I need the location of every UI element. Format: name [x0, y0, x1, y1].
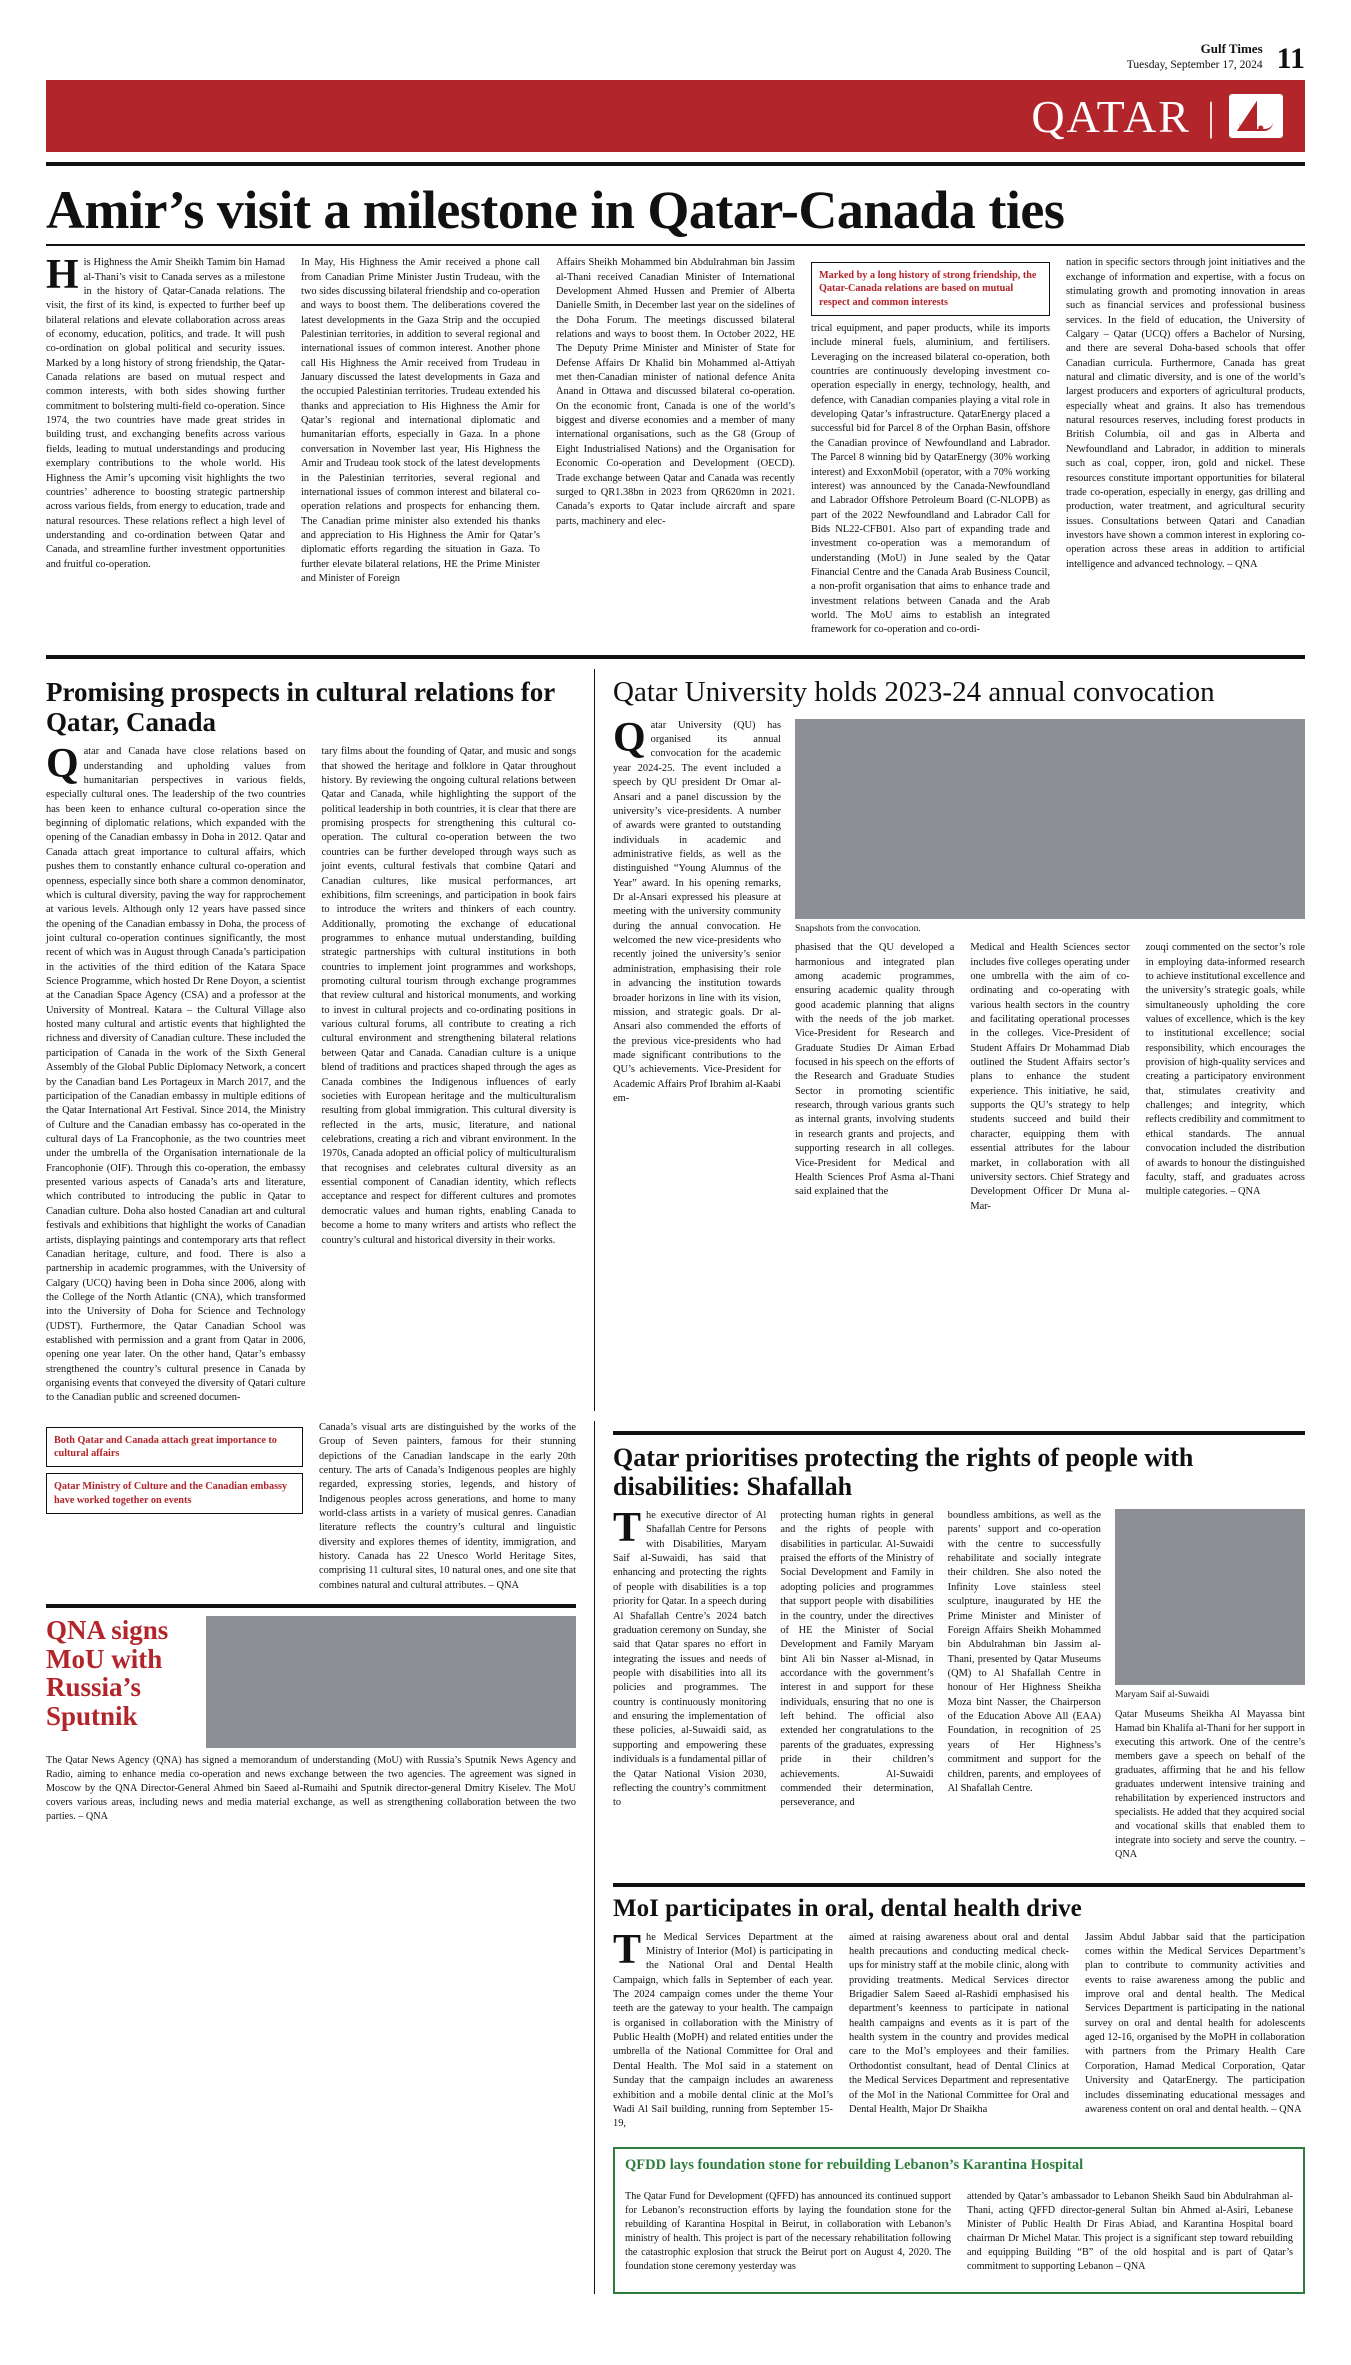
qna-box-rule	[46, 1604, 576, 1608]
lead-col-5: nation in specific sectors through joint initiatives and the exchange of information and expertise, with a focus on stimulating growth and promoting innovation in areas such as financial services and professional business services. In the field of education, the University of Calgary – Qatar (UCQ) offers a Bachelor of Nursing, and there are several Doha-based schools that offer Canadian curricula. Furthermore, Canada has great natural and climatic diversity, and is one of the world’s largest producers and exporters of agricultural products, especially wheat and grains. It also has tremendous natural resources reserves, including forest products in British Columbia, oil and gas in Alberta and Newfoundland and Labrador, in addition to minerals such as coal, copper, iron, gold and nickel. These resources constitute important opportunities for bilateral trade co-operation, especially in energy, gas drilling and production, water treatment, and agricultural security issues. Consultations between Qatari and Canadian investors have shown a common interest in exploring co-operation across these areas in addition to artificial intelligence and advanced technology. – QNA	[1066, 257, 1305, 570]
shafallah-title: Qatar prioritises protecting the rights of people with disabilities: Shafallah	[613, 1442, 1194, 1501]
lead-headline: Amir’s visit a milestone in Qatar-Canada ties	[46, 180, 1065, 240]
convocation-col-1: Qatar University (QU) has organised its annual convocation for the academic year 2024-25. The event included a speech by QU president Dr Omar al-Ansari and a panel discussion by the university’s vice-presidents. A number of awards were granted to outstanding individuals in academic and administrative fields, as well as the distinguished “Young Alumnus of the Year” award. In his opening remarks, Dr al-Ansari expressed his pleasure at meeting with the university community during the annual convocation. He welcomed the new vice-presidents who recently joined the university’s senior administration, emphasising their role in advancing the institution towards broader horizons in line with its vision, mission, and strategic goals. Dr al-Ansari also commended the efforts of the previous vice-presidents who had made significant contributions to the QU’s achievements. Vice-President for Academic Affairs Prof Ibrahim al-Kaabi em-	[613, 714, 781, 1105]
lead-col-4: trical equipment, and paper products, while its imports include mineral fuels, aluminium, and fertilisers. Leveraging on the increased bilateral co-operation, both countries are continuously developing investment co-operation especially in energy, technology, health, and defence, with Canadian companies playing a vital role in developing Qatar’s infrastructure. QatarEnergy placed a successful bid for Parcel 8 of the Orphan Basin, offshore the Canadian province of Newfoundland and Labrador. The Parcel 8 winning bid by QatarEnergy (30% working interest) and ExxonMobil (operator, with a 70% working interest) was announced by the Canada-Newfoundland and Labrador Offshore Petroleum Board (C-NLOPB) as part of the 2022 Newfoundland and Labrador Call for Bids NL22-CFB01. Also part of expanding trade and investment co-operation was a memorandum of understanding (MoU) in June sealed by the Qatar Financial Centre and the Canada Arab Business Council, a non-profit organisation that aims to enhance trade and investment relations between Canada and the Arab world. The MoU aims to establish an integrated framework for co-operation and co-ordi-	[811, 322, 1050, 636]
moi-article	[613, 1895, 1305, 2137]
qfdd-col-2: attended by Qatar’s ambassador to Lebanon Sheikh Saud bin Abdulrahman al-Thani, acting QFFD director-general Sultan bin Ahmed al-Asiri, Lebanese Minister of Public Health Dr Firas Abiad, and Karantina Hospital board chairman Dr Michel Matar. This project is a significant step toward rebuilding and equipping Building “B” of the old hospital and is part of Qatar’s commitment to supporting Lebanon – QNA	[967, 2190, 1293, 2273]
qna-sputnik-article	[46, 1616, 576, 1748]
moi-col-2: aimed at raising awareness about oral and dental health precautions and conducting medical check-ups for ministry staff at the mobile clinic, along with providing treatments. Medical Services director Brigadier Salem Saeed al-Rashidi emphasised his department’s keenness to participate in national health campaigns and events as it is part of the health system in the country and provides medical care to the MoI’s employees and their families. Orthodontist consultant, head of Dental Clinics at the Medical Services Department and representative of the MoI in the National Committee for Oral and Dental Health, Major Dr Shaikha	[849, 1931, 1069, 2115]
shafallah-col-2: protecting human rights in general and the rights of people with disabilities in particular. Al-Suwaidi praised the efforts of the Ministry of Social Development and Family in adopting policies and programmes that support people with disabilities in the country, under the directives of HE the Minister of Social Development and Family Maryam bint Ali bin Nasser al-Misnad, in accordance with the government’s interest in and support for these individuals, ensuring that no one is left behind. The official also extended her congratulations to the parents of the graduates, expressing pride in their children’s achievements. Al-Suwaidi commended their determination, perseverance, and	[780, 1510, 934, 1809]
culture-inset-2: Qatar Ministry of Culture and the Canadian embassy have worked together on events	[46, 1473, 303, 1514]
vertical-divider-1	[594, 669, 595, 1411]
qna-sputnik-photo	[206, 1616, 576, 1748]
mid-section	[46, 669, 1305, 1411]
suwaidi-portrait	[1115, 1509, 1305, 1685]
qfdd-article	[613, 2147, 1305, 2295]
left-lower-column	[46, 1421, 576, 2295]
culture-col-1-cont	[46, 1520, 303, 1534]
headline-rule	[46, 244, 1305, 246]
convocation-col-3: Medical and Health Sciences sector includes five colleges operating under one umbrella with the aim of co-ordinating and co-operating with various health sectors in the country and facilitating operational processes in the colleges. Vice-President of Student Affairs Dr Mohammad Diab outlined the Student Affairs sector’s plans to enhance the student experience. This initiative, he said, supports the QU’s strategy to help students succeed and build their character, equipping them with essential attributes for the labour market, in collaboration with all university sectors. Chief Strategy and Development Officer Dr Muna al-Mar-	[970, 942, 1130, 1212]
qfdd-col-1: The Qatar Fund for Development (QFFD) has announced its continued support for Lebanon’s reconstruction efforts by laying the foundation stone for the rebuilding of Karantina Hospital in Beirut, in collaboration with Lebanon’s ministry of health. This project is part of the necessary rehabilitation following the catastrophic explosion that struck the Beirut port on August 4, 2020. The foundation stone ceremony yesterday was	[625, 2190, 951, 2273]
lead-col-2: In May, His Highness the Amir received a phone call from Canadian Prime Minister Justin Trudeau, with the two sides discussing bilateral friendship and co-operation and ways to boost them. The deliberations covered the latest developments in the Gaza Strip and the occupied Palestinian territories, in addition to several regional and international issues of common interest. Another phone call His Highness the Amir received from Trudeau in January discussed the latest developments in Gaza and the occupied Palestinian territories. Trudeau extended his thanks and appreciation to His Highness the Amir for Qatar’s regional and international diplomatic and humanitarian efforts, especially in Gaza. In a phone conversation in November last year, His Highness the Amir and Trudeau took stock of the latest developments in the Palestinian territories, several regional and international issues of common interest and bilateral co-operation relations and prospects for enhancing them. The Canadian prime minister also extended his thanks and appreciation to His Highness the Amir for Qatar’s diplomatic efforts regarding the situation in Gaza. To further elevate bilateral relations, HE the Prime Minister and Minister of Foreign	[301, 257, 540, 585]
convocation-title: Qatar University holds 2023-24 annual convocation	[613, 675, 1215, 708]
paper-name: Gulf Times	[1200, 41, 1263, 57]
culture-col-3: Canada’s visual arts are distinguished by the works of the Group of Seven painters, famous for their stunning depictions of the Canadian landscape in the early 20th century. The arts of Canada’s Indigenous peoples are highly regarded, expressing stories, legends, and history of Indigenous peoples across generations, and home to many world-class artists in a variety of musical genres. Canadian literature reflects the country’s cultural and linguistic diversity and explores themes of identity, immigration, and history. Canada has 22 Unesco World Heritage Sites, comprising 11 cultural sites, 10 natural ones, and one site that combines natural and cultural attributes. – QNA	[319, 1421, 576, 1591]
shafallah-top-rule	[613, 1431, 1305, 1435]
qna-sputnik-text: The Qatar News Agency (QNA) has signed a memorandum of understanding (MoU) with Russia’s Sputnik News Agency and Radio, aiming to enhance media co-operation and news exchange between the two agencies. The agreement was signed in Moscow by the QNA Director-General Ahmed bin Saeed al-Rumaihi and Sputnik director-general Dmitry Kiselev. The MoU covers various areas, including news and media material exchange, as well as strengthening collaboration between the two parties. – QNA	[46, 1755, 576, 1823]
moi-title: MoI participates in oral, dental health drive	[613, 1894, 1082, 1922]
moi-col-3: Jassim Abdul Jabbar said that the participation comes within the Medical Services Department’s plan to contribute to community activities and events to raise awareness among the public and improve oral and dental health. The Medical Services Department is participating in the national survey on oral and dental health for adolescents aged 12-16, organised by the MoPH in collaboration with partners from the Primary Health Care Corporation, Hamad Medical Corporation, Qatar University and QatarEnergy. The participation includes disseminating educational messages and awareness content on oral and dental health. – QNA	[1085, 1931, 1305, 2115]
shafallah-col-4: Qatar Museums Sheikha Al Mayassa bint Hamad bin Khalifa al-Thani for her support in executing this artwork. One of the centre’s members gave a speech on behalf of the graduates, affirming that he and his fellow graduates underwent intensive training and rehabilitation by experienced instructors and specialists. He added that they acquired social and vocational skills that enabled them to integrate into society and serve the country. – QNA	[1114, 1708, 1305, 1861]
section-banner	[46, 80, 1305, 152]
section-title: QATAR	[1031, 90, 1191, 142]
culture-title: Promising prospects in cultural relations for Qatar, Canada	[46, 676, 555, 738]
moi-col-1: The Medical Services Department at the Ministry of Interior (MoI) is participating in the National Oral and Dental Health Campaign, which falls in September of each year. The 2024 campaign comes under the theme Your teeth are the gateway to your health. The campaign is organised in collaboration with the Ministry of Public Health (MoPH) and related entities under the umbrella of the National Committee for Oral and Dental Health. The MoI said in a statement on Sunday that the campaign includes an awareness exhibition and a mobile dental clinic at the MoI’s Wadi Al Sail building, running from September 15-19,	[613, 1926, 833, 2130]
convocation-photo-caption: Snapshots from the convocation.	[795, 922, 921, 934]
suwaidi-caption: Maryam Saif al-Suwaidi	[1114, 1689, 1210, 1701]
qna-sputnik-title: QNA signs MoU with Russia’s Sputnik	[46, 1615, 169, 1731]
moi-top-rule	[613, 1883, 1305, 1887]
convocation-col-4: zouqi commented on the sector’s role in employing data-informed research to achieve institutional excellence and the university’s strategic goals, while simultaneously upholding the core values of excellence, which is the key to institutional excellence; social responsibility, which encourages the provision of high-quality services and creating a participatory environment that, stimulates creativity and challenges; and integrity, which reflects credibility and commitment to ethical standards. The annual convocation included the distribution of awards to honour the distinguished faculty, staff, and graduates across multiple categories. – QNA	[1145, 942, 1305, 1198]
convocation-photo	[795, 719, 1305, 919]
lower-section	[46, 1421, 1305, 2295]
vertical-divider-2	[594, 1421, 595, 2295]
culture-col-1: Qatar and Canada have close relations based on understanding and upholding values from humanitarian perspectives in various fields, especially cultural ones. The leadership of the two countries has been keen to enhance cultural co-operation since the beginning of diplomatic relations, which expanded with the opening of the Canadian embassy in Doha in 2012. Qatar and Canada attach great importance to cultural affairs, which pushes them to constantly enhance cultural co-operation and openness, especially since both share a common denominator, which is cultural diversity, paving the way for rapprochement at various levels. Although only 12 years have passed since the opening of the Canadian embassy in Doha, the process of joint cultural co-operation continues significantly, the most recent of which was in August through Canada’s participation in the activities of the third edition of the Katara Space Science Programme, which hosted Dr Rene Doyon, a scientist at the Canadian Space Agency (CSA) and a professor at the University of Montreal. Katara – the Cultural Village also hosted many cultural and artistic events that highlighted the richness and diversity of Canadian culture. These included the participation of Canada in the work of the Sixth General Assembly of the Global Public Diplomacy Network, a concert by the Canadian band Les Portageux in March 2017, and the participation of the Canadian embassy in multiple editions of the Qatar International Art Festival. Since 2014, the Ministry of Culture and the Canadian embassy has co-operated in the cultural days of La Francophonie, as the two countries meet under the umbrella of the Organisation internationale de la Francophonie (OIF). Through this co-operation, the embassy presented various aspects of Canada’s arts and literature, which contributed to introducing the public in Qatar to Canadian culture. Doha also hosted Canadian art and cultural festivals and exhibitions that highlight the works of Canadian artists, displaying paintings and contemporary arts that reflect Canadian heritage, culture, and food. There is also a partnership in academic programmes, with the University of Calgary (UCQ) having been in Doha since 2006, along with the College of the North Atlantic (CNA), which transformed into the University of Doha for Science and Technology (UDST). Furthermore, the Qatar Canadian School was established with permission and a grant from Qatar in 2006, opening one year later. On the other hand, Qatar’s embassy strengthened the country’s cultural presence in Canada by organising events that conveyed the diversity of Qatari culture to the Canadian public and screened documen-	[46, 741, 306, 1404]
lead-story	[46, 252, 1305, 643]
shafallah-col-3: boundless ambitions, as well as the parents’ support and co-operation with the centre to successfully rehabilitate and socially integrate their children. She also noted the Infinity Love stainless steel sculpture, inaugurated by HE the Prime Minister and Minister of Foreign Affairs Sheikh Mohammed bin Abdulrahman bin Jassim al-Thani, presented by Qatar Museums (QM) to Al Shafallah Centre in honour of Her Highness Sheikha Moza bint Nasser, the Chairperson of the Education Above All (EAA) Foundation, in recognition of 25 years of Her Highness’s commitment and support for the children, parents, and employees of Al Shafallah Centre.	[947, 1510, 1101, 1794]
culture-inset-1: Both Qatar and Canada attach great importance to cultural affairs	[46, 1427, 303, 1468]
lead-bottom-rule	[46, 655, 1305, 659]
masthead	[46, 0, 1305, 75]
dhow-boat-icon	[1229, 94, 1283, 138]
banner-divider: |	[1206, 93, 1215, 139]
convocation-article	[613, 669, 1305, 1411]
lead-col-3a: Affairs Sheikh Mohammed bin Abdulrahman bin Jassim al-Thani received Canadian Minister of International Development Ahmed Hussen and Premier of Alberta Danielle Smith, in December last year on the sidelines of the Doha Forum. The meetings discussed bilateral relations and ways to boost them. In October 2022, HE The Deputy Prime Minister and Minister of State for Defense Affairs Dr Khalid bin Mohammed al-Attiyah met then-Canadian minister of national defence Anita Anand in Ottawa and discussed bilateral co-operation. On the economic front, Canada is one of the world’s biggest and diverse economies and a member of many international organisations, such as the G8 (Group of Eight Industrialised Nations) and the Organisation for Economic Co-operation and Development (OECD). Trade exchange between Qatar and Canada was recently surged to QR1.38bn in 2023 from QR620mn in 2021. Canada’s exports to Qatar include aircraft and spare parts, machinery and elec-	[556, 257, 795, 527]
culture-col-2: tary films about the founding of Qatar, and music and songs that showed the heritage and folklore in Qatar throughout history. By reviewing the ongoing cultural relations between Qatar and Canada, while highlighting the support of the political leadership in both countries, it is clear that there are promising prospects for strengthening this cultural co-operation. The cultural co-operation between the two countries can be further developed through ways such as joint events, cultural festivals that combine Qatari and Canadian cultures, like musical performances, art exhibitions, film screenings, and participation in book fairs to introduce the writers and thinkers of each country. Additionally, promoting the exchange of educational programmes to enhance mutual understanding, building strategic partnerships with cultural institutions in both countries to implement joint programmes and workshops, promoting cultural tourism through exchange programmes that review cultural and historical monuments, and working to invest in cultural projects and co-ordinating positions in various cultural forums, all contribute to creating a rich cultural environment and strengthening bilateral relations between Qatar and Canada. Canadian culture is a unique blend of traditions and practices shaped through the ages as Canada combines the Indigenous influences of early societies with European heritage and the multiculturalism resulting from global immigration. This cultural diversity is reflected in the arts, music, literature, and national celebrations, creating a rich and vibrant environment. In the 1970s, Canada adopted an official policy of multiculturalism that recognises and celebrates cultural diversity as an essential component of Canadian identity, which reflects acceptance and respect for different cultures and promotes democratic values and human rights, enabling Canada to become a home to many writers and artists who reflect the country’s cultural and historical diversity in their works.	[321, 746, 576, 1246]
page-number: 11	[1276, 42, 1305, 75]
convocation-col-2: phasised that the QU developed a harmonious and integrated plan among academic programmes, ensuring academic quality through good academic planning that aligns with the needs of the job market. Vice-President for Research and Graduate Studies Dr Aiman Erbad focused in his speech on the efforts of the Research and Graduate Studies Sector in promoting scientific research, through various grants such as internal grants, involving students in research grants and projects, and supporting research in all colleges. Vice-President for Medical and Health Sciences Prof Asma al-Thani said explained that the	[795, 942, 955, 1198]
culture-article	[46, 669, 576, 1411]
qfdd-title: QFDD lays foundation stone for rebuilding Lebanon’s Karantina Hospital	[625, 2156, 1084, 2173]
lead-pullquote: Marked by a long history of strong friendship, the Qatar-Canada relations are based on mutual respect and common interests	[811, 262, 1050, 316]
shafallah-col-1: The executive director of Al Shafallah Centre for Persons with Disabilities, Maryam Saif al-Suwaidi, has said that enhancing and protecting the rights of people with disabilities is a top priority for Qatar. In a speech during Al Shafallah Centre’s 2024 batch graduation ceremony on Sunday, she said that Qatar spares no effort in integrating the issues and needs of people with disabilities into all its policies and programmes. The country is continuously monitoring and ensuring the implementation of these policies, al-Suwaidi said, as supporting and empowering these individuals is a fundamental pillar of the Qatar National Vision 2030, reflecting the country’s commitment to	[613, 1505, 767, 1809]
publication-date: Tuesday, September 17, 2024	[1126, 58, 1263, 71]
shafallah-article	[613, 1421, 1305, 2295]
lead-col-1: His Highness the Amir Sheikh Tamim bin Hamad al-Thani’s visit to Canada serves as a milestone in the history of Qatar-Canada relations. The visit, the first of its kind, is expected to further beef up bilateral relations and elevate collaboration across areas of economy, education, politics, and trade. It will push co-ordination on global political and security issues. Marked by a long history of strong friendship, the Qatar-Canada relations are based on mutual respect and common interests, with both sides showing further commitment to bolstering multi-field co-operation. Since 1974, the two countries have made great strides in building trust, and exchanging benefits across various fields, leading to mutual understandings and producing exemplary contributions to the whole world. His Highness the Amir’s upcoming visit highlights the two countries’ adherence to boosting strategic partnership across various fields, from energy to education, trade and natural resources. These relations reflect a high level of understanding and co-ordination between Qatar and Canada, and streamline further investment opportunities and fruitful co-operation.	[46, 252, 285, 570]
top-rule	[46, 162, 1305, 166]
